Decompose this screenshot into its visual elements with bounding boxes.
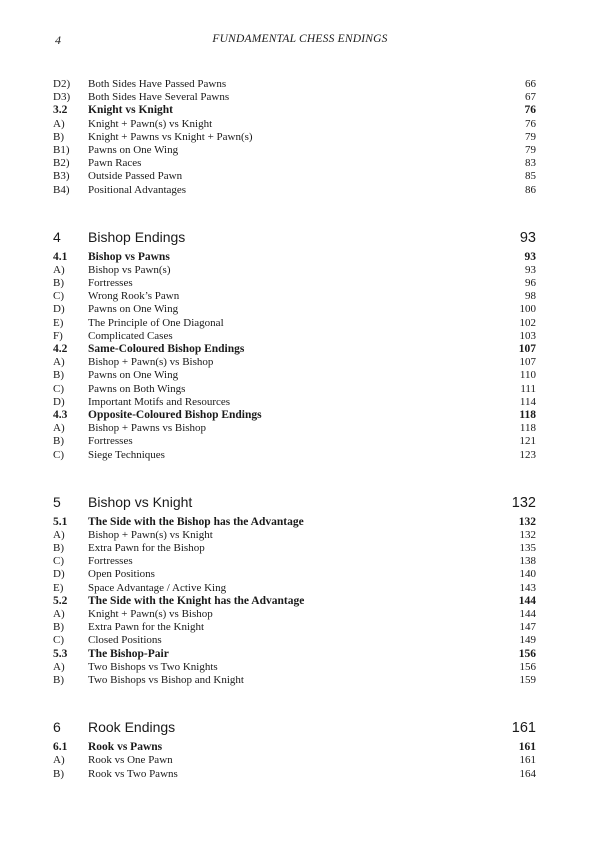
- toc-entry-page: 102: [519, 316, 536, 329]
- toc-entry-title: Both Sides Have Passed Pawns: [88, 78, 227, 90]
- toc-entry-title: Space Advantage / Active King: [88, 581, 227, 594]
- toc-section-row[interactable]: [53, 648, 536, 661]
- toc-entry-row[interactable]: [53, 78, 536, 91]
- chapter-heading[interactable]: [53, 490, 536, 514]
- toc-entry-title: The Side with the Knight has the Advantage: [88, 594, 305, 607]
- toc-entry-row[interactable]: [53, 754, 536, 767]
- toc-entry-title: Positional Advantages: [88, 183, 187, 196]
- toc-entry-row[interactable]: [53, 290, 536, 303]
- toc-entry-number: D): [53, 568, 65, 581]
- toc-entry-number: 5.3: [53, 647, 68, 660]
- chapter-page: 132: [511, 494, 536, 511]
- toc-entry-title: Fortresses: [88, 555, 133, 568]
- toc-section-row[interactable]: [53, 409, 536, 422]
- toc-entry-title: Rook vs Two Pawns: [88, 767, 178, 780]
- chapter-number: 6: [53, 719, 61, 736]
- toc-entry-page: 96: [525, 277, 536, 290]
- toc-entry-page: 135: [519, 542, 536, 555]
- toc-entry-title: Knight + Pawns vs Knight + Pawn(s): [88, 130, 253, 143]
- toc-entry-number: B): [53, 130, 64, 143]
- chapter-number: 5: [53, 493, 61, 510]
- toc-entry-title: The Bishop-Pair: [88, 647, 169, 660]
- toc-entry-number: B): [53, 277, 64, 290]
- toc-entry-row[interactable]: [53, 674, 536, 687]
- toc-entry-number: C): [53, 555, 64, 568]
- chapter-title: Bishop vs Knight: [88, 493, 193, 510]
- table-of-contents: [53, 78, 536, 809]
- toc-entry-title: Knight + Pawn(s) vs Knight: [88, 117, 213, 130]
- toc-entry-page: 107: [519, 356, 536, 369]
- toc-entry-page: 103: [519, 329, 536, 342]
- toc-entry-row[interactable]: [53, 542, 536, 555]
- toc-entry-page: 85: [525, 170, 536, 183]
- toc-entry-row[interactable]: [53, 634, 536, 647]
- toc-entry-page: 161: [519, 754, 536, 767]
- toc-entry-title: Knight + Pawn(s) vs Bishop: [88, 608, 213, 620]
- toc-entry-title: Fortresses: [88, 435, 133, 448]
- toc-entry-number: E): [53, 316, 64, 329]
- toc-entry-title: Bishop vs Pawn(s): [88, 263, 171, 276]
- toc-entry-page: 159: [519, 673, 536, 686]
- toc-entry-page: 143: [519, 581, 536, 594]
- toc-entry-row[interactable]: [53, 568, 536, 581]
- toc-entry-row[interactable]: [53, 435, 536, 448]
- toc-entry-page: 83: [525, 157, 536, 170]
- toc-entry-row[interactable]: [53, 621, 536, 634]
- toc-entry-number: F): [53, 329, 63, 342]
- toc-entry-row[interactable]: [53, 157, 536, 170]
- toc-entry-number: B1): [53, 143, 70, 156]
- toc-entry-page: 93: [525, 263, 536, 276]
- toc-entry-row[interactable]: [53, 608, 536, 621]
- toc-entry-number: 5.2: [53, 594, 68, 607]
- toc-section-row[interactable]: [53, 343, 536, 356]
- toc-entry-title: Important Motifs and Resources: [88, 395, 231, 408]
- toc-entry-row[interactable]: [53, 768, 536, 781]
- toc-entry-page: 144: [519, 608, 536, 620]
- toc-entry-number: B2): [53, 157, 70, 170]
- toc-section-row[interactable]: [53, 741, 536, 754]
- toc-entry-number: B): [53, 767, 64, 780]
- toc-entry-number: D3): [53, 91, 71, 104]
- toc-entry-row[interactable]: [53, 118, 536, 131]
- toc-entry-number: C): [53, 634, 64, 647]
- toc-entry-title: Rook vs One Pawn: [88, 754, 173, 767]
- toc-entry-row[interactable]: [53, 369, 536, 382]
- toc-entry-number: B): [53, 621, 64, 634]
- toc-entry-row[interactable]: [53, 170, 536, 183]
- toc-entry-page: 110: [519, 369, 536, 382]
- toc-entry-number: A): [53, 422, 65, 435]
- toc-section-row[interactable]: [53, 104, 536, 117]
- toc-entry-number: 4.2: [53, 343, 68, 355]
- chapter-heading[interactable]: [53, 715, 536, 739]
- toc-entry-page: 156: [518, 647, 536, 660]
- toc-entry-number: 3.2: [53, 104, 68, 117]
- toc-entry-page: 79: [525, 143, 536, 156]
- toc-entry-row[interactable]: [53, 582, 536, 595]
- toc-entry-page: 144: [518, 594, 536, 607]
- toc-entry-row[interactable]: [53, 661, 536, 674]
- toc-entry-title: Pawns on One Wing: [88, 369, 179, 382]
- toc-entry-number: 4.1: [53, 250, 68, 263]
- toc-entry-row[interactable]: [53, 264, 536, 277]
- chapter-page: 161: [511, 720, 536, 737]
- toc-entry-row[interactable]: [53, 529, 536, 542]
- toc-entry-row[interactable]: [53, 277, 536, 290]
- toc-entry-page: 98: [525, 290, 536, 303]
- toc-entry-number: B): [53, 369, 64, 382]
- toc-entry-number: A): [53, 528, 65, 541]
- toc-entry-number: D): [53, 303, 65, 316]
- toc-entry-row[interactable]: [53, 356, 536, 369]
- toc-entry-page: 86: [525, 183, 536, 196]
- toc-entry-page: 161: [518, 741, 536, 754]
- toc-entry-number: E): [53, 581, 64, 594]
- toc-entry-title: Fortresses: [88, 277, 133, 290]
- toc-entry-title: The Principle of One Diagonal: [88, 316, 224, 329]
- toc-entry-number: A): [53, 660, 65, 673]
- toc-entry-page: 76: [525, 117, 536, 130]
- toc-entry-title: Opposite-Coloured Bishop Endings: [88, 408, 262, 421]
- toc-entry-title: Pawns on One Wing: [88, 303, 179, 316]
- toc-entry-row[interactable]: [53, 449, 536, 462]
- toc-entry-row[interactable]: [53, 383, 536, 396]
- toc-entry-page: 107: [518, 343, 536, 355]
- toc-entry-page: 118: [519, 408, 536, 421]
- toc-section-row[interactable]: [53, 595, 536, 608]
- toc-entry-title: Bishop vs Pawns: [88, 250, 170, 263]
- running-head: FUNDAMENTAL CHESS ENDINGS: [212, 33, 388, 45]
- toc-entry-number: A): [53, 608, 65, 620]
- toc-entry-page: 140: [519, 568, 536, 581]
- toc-entry-page: 121: [519, 435, 536, 448]
- toc-entry-title: Wrong Rook’s Pawn: [88, 290, 180, 303]
- chapter-page: 93: [519, 229, 536, 246]
- toc-entry-title: Open Positions: [88, 568, 155, 581]
- toc-entry-title: Two Bishops vs Two Knights: [88, 660, 218, 673]
- toc-entry-title: Two Bishops vs Bishop and Knight: [88, 673, 244, 686]
- toc-entry-title: Both Sides Have Several Pawns: [88, 91, 230, 104]
- toc-entry-number: B3): [53, 170, 70, 183]
- toc-entry-row[interactable]: [53, 555, 536, 568]
- toc-entry-page: 111: [520, 382, 536, 395]
- toc-entry-number: A): [53, 754, 65, 767]
- toc-entry-number: A): [53, 117, 65, 130]
- toc-chapter-block: [53, 225, 536, 462]
- toc-entry-number: C): [53, 290, 64, 303]
- toc-entry-page: 156: [519, 660, 536, 673]
- toc-entry-number: D2): [53, 78, 71, 90]
- toc-entry-title: Same-Coloured Bishop Endings: [88, 343, 245, 355]
- toc-entry-page: 100: [519, 303, 536, 316]
- toc-entry-page: 67: [525, 91, 536, 104]
- toc-entry-number: 6.1: [53, 741, 68, 754]
- toc-entry-title: The Side with the Bishop has the Advantage: [88, 515, 304, 528]
- toc-entry-title: Bishop + Pawn(s) vs Bishop: [88, 356, 214, 369]
- toc-entry-number: B): [53, 435, 64, 448]
- toc-section-row[interactable]: [53, 251, 536, 264]
- toc-entry-title: Complicated Cases: [88, 329, 173, 342]
- toc-entry-number: B): [53, 542, 64, 555]
- toc-entry-row[interactable]: [53, 330, 536, 343]
- toc-entry-number: B): [53, 673, 64, 686]
- toc-entry-row[interactable]: [53, 91, 536, 104]
- toc-entry-row[interactable]: [53, 317, 536, 330]
- toc-entry-number: B4): [53, 183, 70, 196]
- chapter-number: 4: [53, 228, 61, 245]
- toc-entry-title: Extra Pawn for the Knight: [88, 621, 205, 634]
- toc-entry-title: Knight vs Knight: [88, 104, 173, 117]
- chapter-title: Rook Endings: [88, 719, 176, 736]
- toc-section-row[interactable]: [53, 516, 536, 529]
- toc-entry-page: 76: [524, 104, 536, 117]
- toc-entry-page: 114: [519, 395, 536, 408]
- toc-entry-row[interactable]: [53, 184, 536, 197]
- toc-entry-title: Extra Pawn for the Bishop: [88, 542, 205, 555]
- toc-entry-title: Rook vs Pawns: [88, 741, 163, 754]
- toc-chapters: [53, 225, 536, 781]
- toc-entry-number: C): [53, 448, 64, 461]
- toc-entry-page: 147: [519, 621, 536, 634]
- toc-chapter-block: [53, 490, 536, 687]
- toc-entry-title: Outside Passed Pawn: [88, 170, 183, 183]
- toc-entry-row[interactable]: [53, 144, 536, 157]
- toc-entry-page: 164: [519, 767, 536, 780]
- toc-entry-page: 132: [519, 528, 536, 541]
- chapter-title: Bishop Endings: [88, 228, 186, 245]
- toc-entry-number: D): [53, 395, 65, 408]
- toc-entry-title: Closed Positions: [88, 634, 162, 647]
- toc-entry-row[interactable]: [53, 396, 536, 409]
- toc-entry-title: Bishop + Pawn(s) vs Knight: [88, 528, 213, 541]
- toc-continuation: [53, 78, 536, 197]
- toc-entry-title: Siege Techniques: [88, 448, 165, 461]
- toc-entry-row[interactable]: [53, 422, 536, 435]
- toc-entry-number: A): [53, 263, 65, 276]
- toc-entry-row[interactable]: [53, 303, 536, 316]
- toc-entry-title: Pawn Races: [88, 157, 142, 170]
- toc-entry-number: 5.1: [53, 515, 68, 528]
- toc-chapter-block: [53, 715, 536, 781]
- toc-entry-number: 4.3: [53, 408, 68, 421]
- toc-entry-page: 123: [519, 448, 536, 461]
- chapter-heading[interactable]: [53, 225, 536, 249]
- toc-entry-page: 79: [525, 130, 536, 143]
- toc-entry-page: 149: [519, 634, 536, 647]
- toc-entry-page: 66: [525, 78, 536, 90]
- toc-entry-number: A): [53, 356, 65, 369]
- toc-entry-title: Pawns on Both Wings: [88, 382, 186, 395]
- toc-entry-number: C): [53, 382, 64, 395]
- toc-entry-title: Pawns on One Wing: [88, 143, 179, 156]
- toc-entry-page: 138: [519, 555, 536, 568]
- toc-entry-row[interactable]: [53, 131, 536, 144]
- toc-entry-title: Bishop + Pawns vs Bishop: [88, 422, 207, 435]
- toc-entry-page: 93: [524, 250, 536, 263]
- page-number: 4: [55, 33, 61, 47]
- toc-entry-page: 132: [518, 515, 536, 528]
- toc-entry-page: 118: [519, 422, 536, 435]
